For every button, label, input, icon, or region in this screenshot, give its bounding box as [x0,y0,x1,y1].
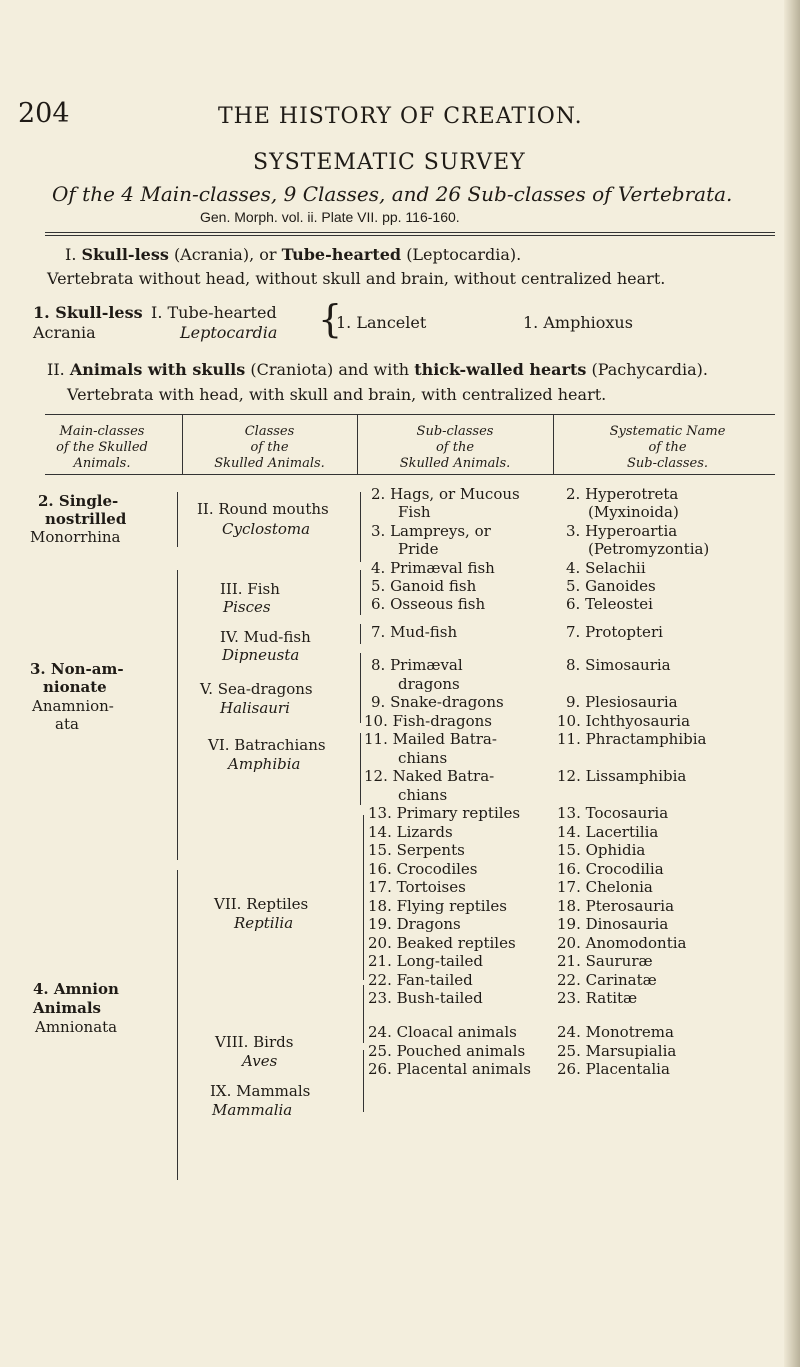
page-number: 204 [18,98,70,129]
main-class-acrania: Acrania [33,323,96,342]
subtitle: Of the 4 Main-classes, 9 Classes, and 26 Sub-classes of Vertebrata. [52,182,733,206]
brace: { [318,297,343,341]
system-11: 11. Phractamphibia [557,730,707,748]
main-class-amnionata-german2: Animals [33,999,101,1017]
main-class-monorrhina-latin: Monorrhina [30,528,121,546]
subclass-22: 22. Fan-tailed [368,971,473,989]
system-3: 3. Hyperoartia [566,522,678,540]
section-ii-description: Vertebrata with head, with skull and brain, with centralized heart. [67,385,607,404]
class-dipneusta: Dipneusta [222,646,300,664]
system-5: 5. Ganoides [566,577,656,595]
subclass-16: 16. Crocodiles [368,860,478,878]
main-class-monorrhina-german2: nostrilled [45,510,127,528]
subclass-13: 13. Primary reptiles [368,804,521,822]
subclass-12-cont: chians [398,786,448,804]
subclass-6: 6. Osseous fish [371,595,486,613]
system-20: 20. Anomodontia [557,934,687,952]
subclass-3: 3. Lampreys, or [371,522,491,540]
subclass-2: 2. Hags, or Mucous [371,485,520,503]
class-mammalia: Mammalia [212,1101,293,1119]
subclass-8-cont: dragons [398,675,460,693]
main-class-monorrhina-german: 2. Single- [38,492,119,510]
subclass-26: 26. Placental animals [368,1060,531,1078]
system-22: 22. Carinatæ [557,971,657,989]
system-14: 14. Lacertilia [557,823,659,841]
system-25: 25. Marsupialia [557,1042,677,1060]
subclass-17: 17. Tortoises [368,878,466,896]
col-header-subclasses: Sub-classes of the Skulled Animals. [399,424,511,471]
col-header-classes: Classes of the Skulled Animals. [214,424,325,471]
subclass-5: 5. Ganoid fish [371,577,477,595]
table-header-rule [45,474,775,475]
class-mud-fish: IV. Mud-fish [220,628,311,646]
main-class-amnionata-german: 4. Amnion [33,980,119,998]
subclass-3-cont: Pride [398,540,439,558]
subclass-2-cont: Fish [398,503,431,521]
bracket-line [363,815,364,980]
system-4: 4. Selachii [566,559,646,577]
main-class-skullless: 1. Skull-less [33,303,143,322]
class-pisces: Pisces [223,598,271,616]
col-header-main-classes: Main-classes of the Skulled Animals. [56,424,148,471]
class-leptocardia: Leptocardia [180,323,278,342]
subclass-11: 11. Mailed Batra- [364,730,497,748]
subclass-8: 8. Primæval [371,656,463,674]
group-line [177,492,178,547]
divider [45,232,775,233]
class-reptilia: Reptilia [234,914,294,932]
subclass-12: 12. Naked Batra- [364,767,495,785]
subclass-24: 24. Cloacal animals [368,1023,517,1041]
col-header-systematic-name: Systematic Name of the Sub-classes. [609,424,726,471]
system-24: 24. Monotrema [557,1023,674,1041]
system-12: 12. Lissamphibia [557,767,687,785]
main-class-anamnionata-latin2: ata [55,715,79,733]
subclass-18: 18. Flying reptiles [368,897,507,915]
class-mammals: IX. Mammals [210,1082,311,1100]
system-8: 8. Simosauria [566,656,671,674]
system-6: 6. Teleostei [566,595,653,613]
system-21: 21. Saururæ [557,952,653,970]
section-i-description: Vertebrata without head, without skull and brain, without centralized heart. [47,269,666,288]
system-amphioxus: 1. Amphioxus [523,313,633,332]
main-class-amnionata-latin: Amnionata [35,1018,118,1036]
main-class-anamnionata-latin: Anamnion- [32,697,114,715]
subclass-7: 7. Mud-fish [371,623,458,641]
column-divider [553,414,554,474]
group-line [177,570,178,860]
column-divider [357,414,358,474]
subclass-23: 23. Bush-tailed [368,989,483,1007]
running-title: THE HISTORY OF CREATION. [218,104,583,129]
page-edge [784,0,800,1367]
system-15: 15. Ophidia [557,841,646,859]
bracket-line [360,492,361,562]
bracket-line [360,624,361,644]
subclass-4: 4. Primæval fish [371,559,495,577]
class-aves: Aves [242,1052,278,1070]
subclass-19: 19. Dragons [368,915,461,933]
system-16: 16. Crocodilia [557,860,664,878]
system-19: 19. Dinosauria [557,915,669,933]
system-2-cont: (Myxinoida) [588,503,679,521]
class-tube-hearted: I. Tube-hearted [151,303,277,322]
bracket-line [363,1050,364,1112]
class-fish: III. Fish [220,580,280,598]
reference: Gen. Morph. vol. ii. Plate VII. pp. 116-160. [200,209,460,225]
page-title: SYSTEMATIC SURVEY [253,150,526,175]
system-23: 23. Ratitæ [557,989,638,1007]
system-10: 10. Ichthyosauria [557,712,691,730]
system-26: 26. Placentalia [557,1060,670,1078]
class-amphibia: Amphibia [228,755,301,773]
subclass-lancelet: 1. Lancelet [336,313,427,332]
main-class-anamnionata-german2: nionate [43,678,107,696]
bracket-line [360,653,361,723]
subclass-11-cont: chians [398,749,448,767]
system-18: 18. Pterosauria [557,897,675,915]
section-i-heading: I. Skull-less (Acrania), or Tube-hearted (Leptocardia). [65,245,522,264]
subclass-9: 9. Snake-dragons [371,693,504,711]
main-class-anamnionata-german: 3. Non-am- [30,660,124,678]
system-7: 7. Protopteri [566,623,663,641]
class-reptiles: VII. Reptiles [214,895,309,913]
class-birds: VIII. Birds [215,1033,294,1051]
system-17: 17. Chelonia [557,878,653,896]
class-halisauri: Halisauri [220,699,290,717]
subclass-15: 15. Serpents [368,841,465,859]
section-ii-heading: II. Animals with skulls (Craniota) and with thick-walled hearts (Pachycardia). [47,360,708,379]
system-3-cont: (Petromyzontia) [588,540,710,558]
subclass-25: 25. Pouched animals [368,1042,526,1060]
bracket-line [363,985,364,1043]
bracket-line [360,570,361,615]
group-line [177,870,178,1180]
class-round-mouths: II. Round mouths [197,500,329,518]
class-sea-dragons: V. Sea-dragons [200,680,313,698]
bracket-line [360,733,361,805]
table-top-rule [45,414,775,415]
subclass-20: 20. Beaked reptiles [368,934,516,952]
subclass-14: 14. Lizards [368,823,453,841]
column-divider [182,414,183,474]
system-2: 2. Hyperotreta [566,485,679,503]
class-batrachians: VI. Batrachians [208,736,326,754]
class-cyclostoma: Cyclostoma [222,520,311,538]
system-13: 13. Tocosauria [557,804,669,822]
subclass-21: 21. Long-tailed [368,952,483,970]
divider [45,235,775,236]
subclass-10: 10. Fish-dragons [364,712,492,730]
system-9: 9. Plesiosauria [566,693,678,711]
